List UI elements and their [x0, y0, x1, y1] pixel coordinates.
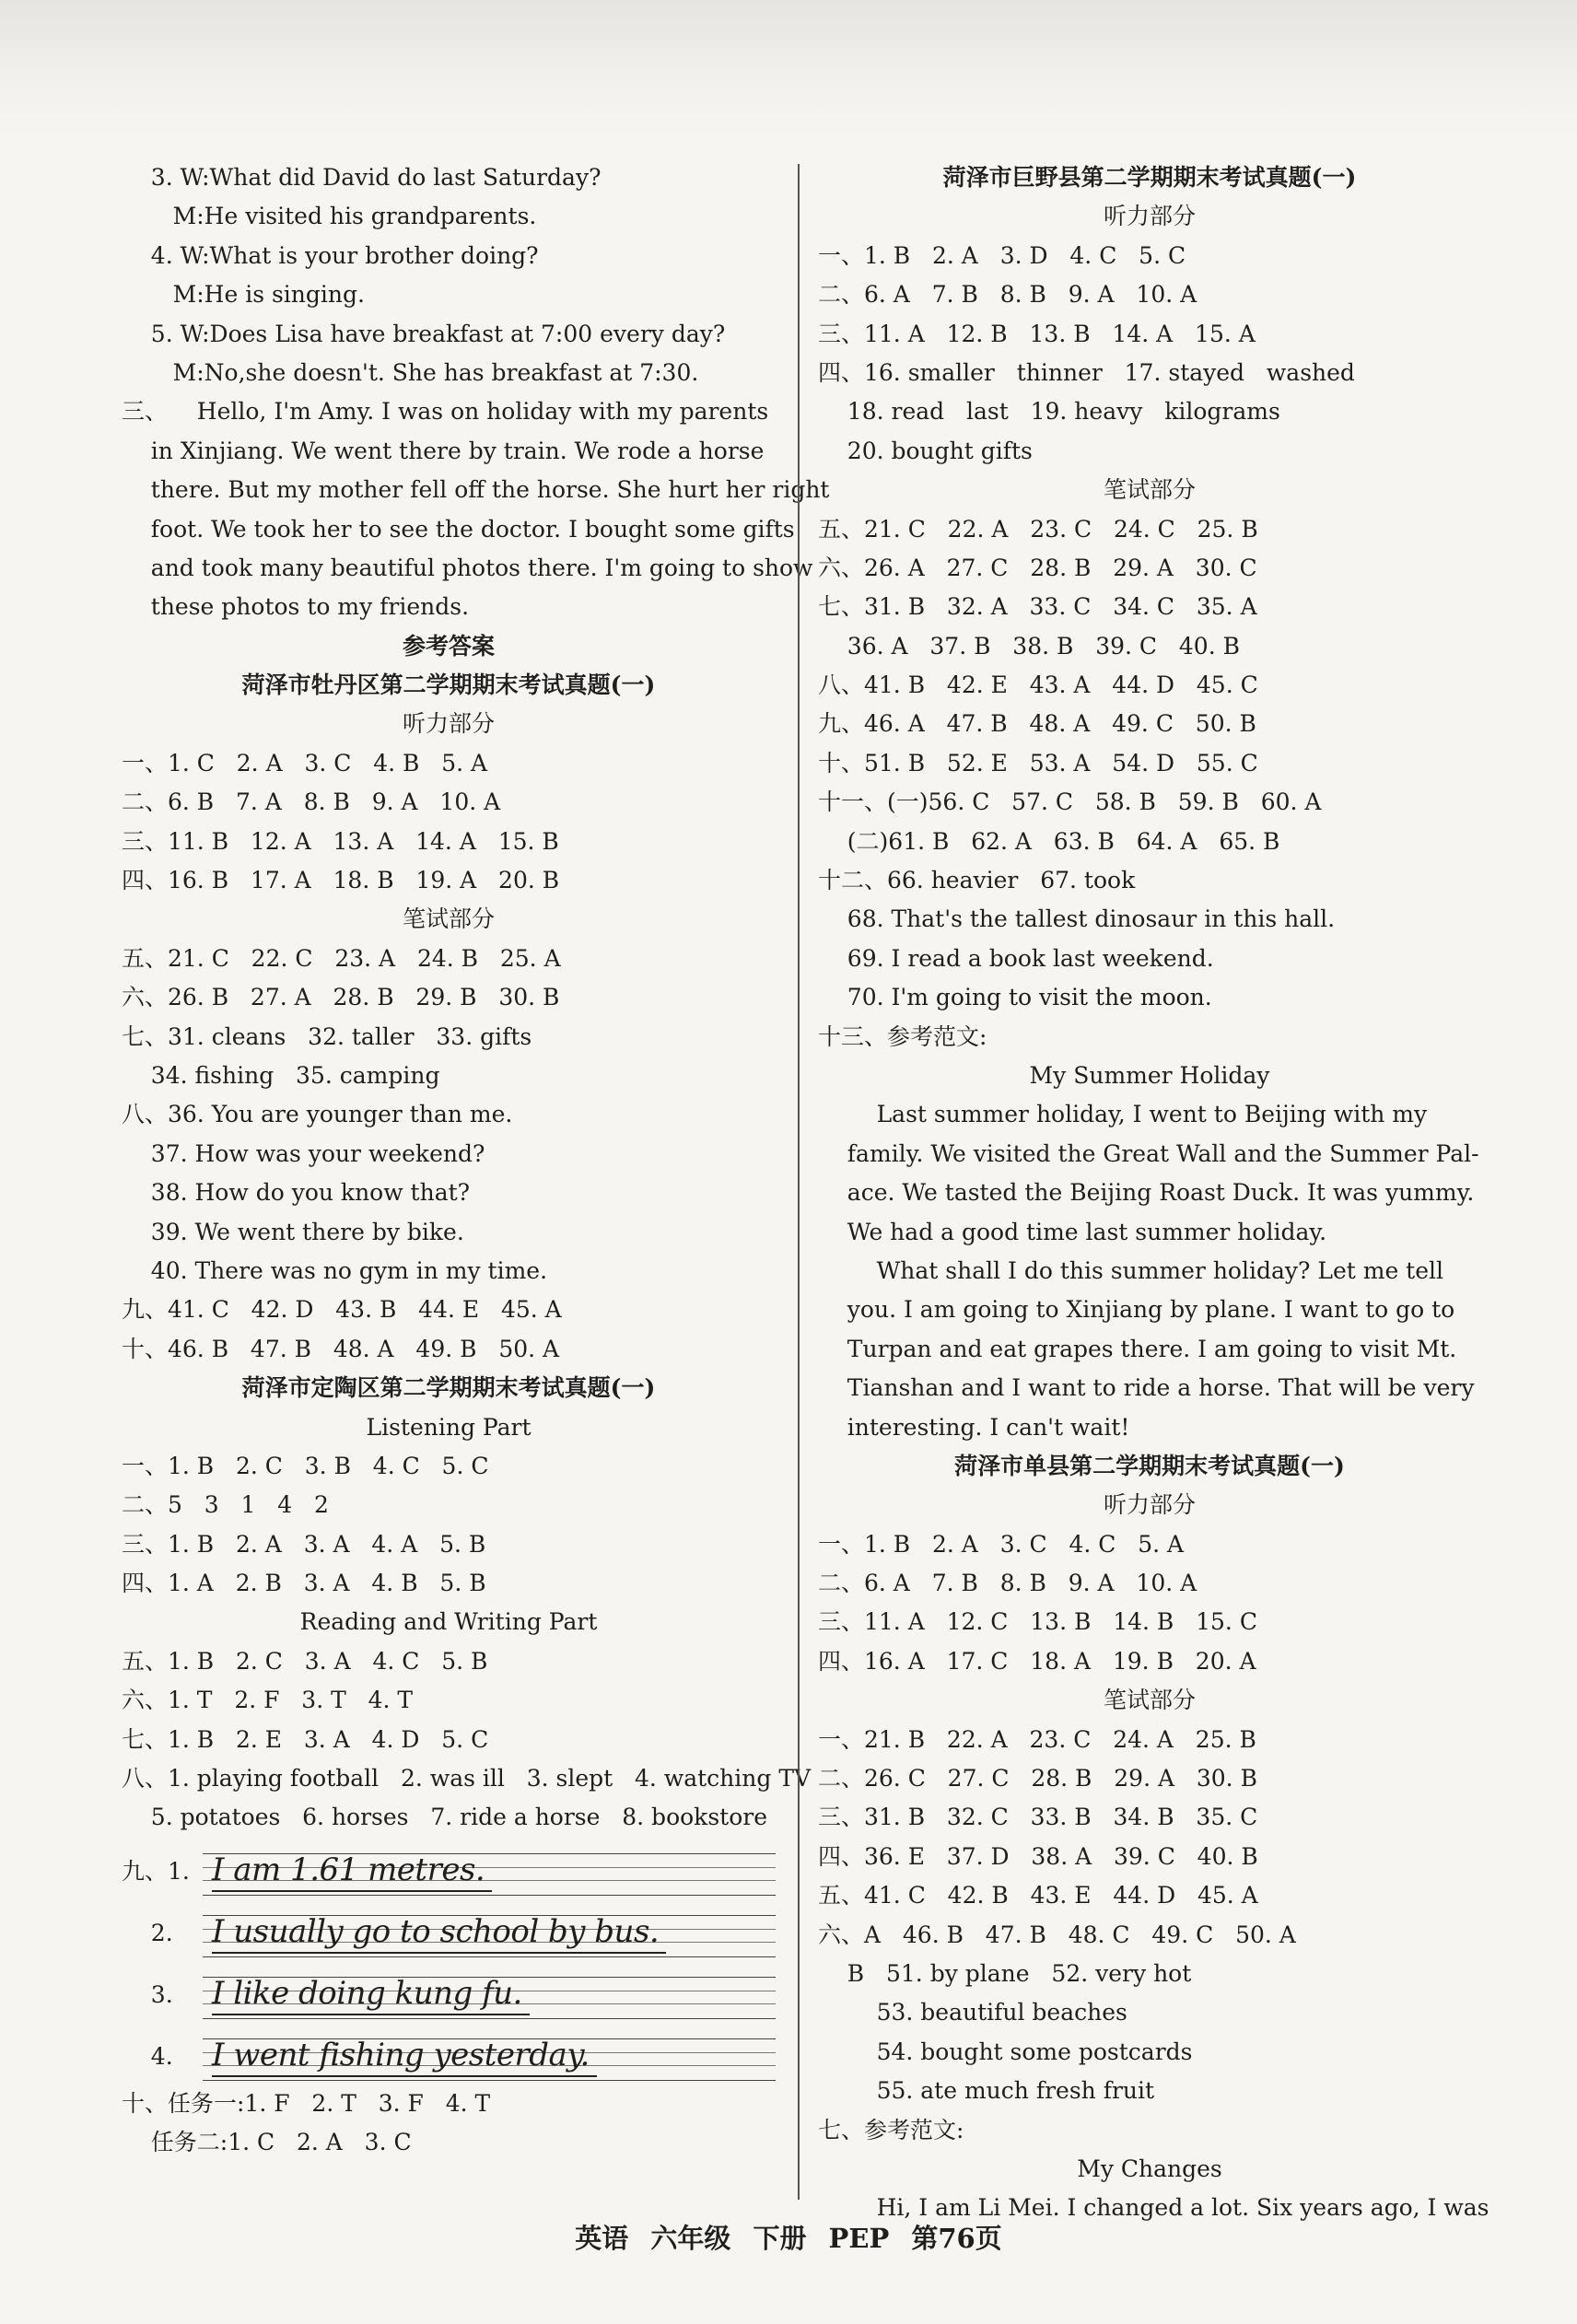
section-heading: 菏泽市单县第二学期期末考试真题(一) [954, 1452, 1345, 1479]
text-line: ace. We tasted the Beijing Roast Duck. It was yummy. [818, 1179, 1475, 1207]
text-line: 七、1. B 2. E 3. A 4. D 5. C [122, 1725, 489, 1753]
handwriting-answer-row [122, 1838, 776, 1899]
text-line: 三、31. B 32. C 33. B 34. B 35. C [818, 1804, 1258, 1831]
text-line: 任务二:1. C 2. A 3. C [122, 2129, 412, 2156]
text-line: you. I am going to Xinjiang by plane. I want to go to [818, 1296, 1455, 1324]
text-line: 五、1. B 2. C 3. A 4. C 5. B [122, 1647, 488, 1675]
text-line: 九、46. A 47. B 48. A 49. C 50. B [818, 710, 1256, 738]
text-line: What shall I do this summer holiday? Let me tell [818, 1256, 1444, 1284]
text-line: 三、11. B 12. A 13. A 14. A 15. B [122, 827, 559, 855]
left-column [122, 158, 830, 2163]
text-line: 三、1. B 2. A 3. A 4. A 5. B [122, 1530, 486, 1558]
text-line: 69. I read a book last weekend. [818, 944, 1214, 972]
text-line: 五、41. C 42. B 43. E 44. D 45. A [818, 1882, 1258, 1909]
text-line: 5. potatoes 6. horses 7. ride a horse 8. bookstore [122, 1804, 767, 1831]
text-line: 68. That's the tallest dinosaur in this hall. [818, 905, 1336, 933]
handwriting-answer-row [122, 1899, 776, 1961]
text-line: 18. read last 19. heavy kilograms [818, 398, 1280, 426]
text-line: (二)61. B 62. A 63. B 64. A 65. B [818, 827, 1280, 855]
text-line: 三、 Hello, I'm Amy. I was on holiday with my parents [122, 398, 769, 426]
text-line: M:No,she doesn't. She has breakfast at 7:30. [122, 358, 699, 386]
handwritten-answer: I am 1.61 metres. [212, 1851, 485, 1898]
text-line: 一、1. B 2. A 3. C 4. C 5. A [818, 1530, 1185, 1558]
text-line: 20. bought gifts [818, 437, 1033, 464]
text-line: 十一、(一)56. C 57. C 58. B 59. B 60. A [818, 788, 1322, 816]
handwritten-answer: I went fishing yesterday. [212, 2036, 590, 2084]
text-line: 二、6. A 7. B 8. B 9. A 10. A [818, 281, 1197, 309]
text-line: 七、31. B 32. A 33. C 34. C 35. A [818, 593, 1257, 621]
text-line: Hi, I am Li Mei. I changed a lot. Six years ago, I was [818, 2194, 1489, 2222]
section-heading: 菏泽市定陶区第二学期期末考试真题(一) [241, 1374, 656, 1402]
page-top-shadow [0, 0, 1577, 138]
text-line: We had a good time last summer holiday. [818, 1218, 1327, 1245]
text-line: 六、26. B 27. A 28. B 29. B 30. B [122, 984, 560, 1011]
text-line: 八、1. playing football 2. was ill 3. slept 4. watching TV [122, 1765, 812, 1793]
text-line: 一、1. C 2. A 3. C 4. B 5. A [122, 749, 488, 777]
handwritten-answer: I usually go to school by bus. [212, 1912, 659, 1960]
text-line: 四、16. A 17. C 18. A 19. B 20. A [818, 1647, 1256, 1675]
text-line: 55. ate much fresh fruit [818, 2077, 1155, 2105]
handwriting-answer-row [122, 1961, 776, 2023]
section-heading: 笔试部分 [402, 905, 495, 933]
text-line: 四、1. A 2. B 3. A 4. B 5. B [122, 1570, 486, 1597]
text-line: 一、21. B 22. A 23. C 24. A 25. B [818, 1725, 1256, 1753]
section-heading: 菏泽市巨野县第二学期期末考试真题(一) [942, 164, 1357, 191]
text-line: 八、36. You are younger than me. [122, 1101, 513, 1128]
text-line: Last summer holiday, I went to Beijing with my [818, 1101, 1428, 1128]
answer-number: 4. [122, 2043, 173, 2071]
text-line: 36. A 37. B 38. B 39. C 40. B [818, 632, 1240, 660]
text-line: 五、21. C 22. A 23. C 24. C 25. B [818, 515, 1258, 543]
text-line: foot. We took her to see the doctor. I bought some gifts [122, 515, 795, 543]
section-heading: 菏泽市牡丹区第二学期期末考试真题(一) [241, 672, 656, 699]
section-heading: 听力部分 [402, 710, 495, 738]
text-line: 十三、参考范文: [818, 1022, 987, 1050]
handwriting-answer-row [122, 2023, 776, 2085]
text-line: 六、1. T 2. F 3. T 4. T [122, 1687, 414, 1714]
text-line: and took many beautiful photos there. I'm going to show [122, 554, 813, 581]
text-line: 70. I'm going to visit the moon. [818, 984, 1212, 1011]
text-line: 5. W:Does Lisa have breakfast at 7:00 every day? [122, 320, 726, 347]
section-heading: 听力部分 [1103, 203, 1196, 230]
text-line: 三、11. A 12. C 13. B 14. B 15. C [818, 1608, 1257, 1636]
answer-number: 九、1. [122, 1858, 190, 1886]
text-line: 十、46. B 47. B 48. A 49. B 50. A [122, 1335, 560, 1362]
column-divider [798, 164, 800, 2200]
text-line: there. But my mother fell off the horse. She hurt her right [122, 476, 830, 504]
text-line: 37. How was your weekend? [122, 1139, 485, 1167]
text-line: 34. fishing 35. camping [122, 1061, 440, 1089]
section-heading: 参考答案 [402, 632, 495, 660]
text-line: 一、1. B 2. A 3. D 4. C 5. C [818, 241, 1186, 269]
text-line: 四、36. E 37. D 38. A 39. C 40. B [818, 1842, 1258, 1870]
text-line: 四、16. B 17. A 18. B 19. A 20. B [122, 867, 560, 894]
text-line: 七、参考范文: [818, 2116, 964, 2143]
text-line: 八、41. B 42. E 43. A 44. D 45. C [818, 672, 1258, 699]
text-line: 十、任务一:1. F 2. T 3. F 4. T [122, 2089, 491, 2117]
text-line: 二、6. B 7. A 8. B 9. A 10. A [122, 788, 501, 816]
section-heading: My Changes [1077, 2155, 1222, 2182]
section-heading: 听力部分 [1103, 1491, 1196, 1519]
text-line: Turpan and eat grapes there. I am going to visit Mt. [818, 1335, 1457, 1362]
text-line: 一、1. B 2. C 3. B 4. C 5. C [122, 1452, 489, 1479]
text-line: 三、11. A 12. B 13. B 14. A 15. A [818, 320, 1256, 347]
text-line: family. We visited the Great Wall and the Summer Pal- [818, 1139, 1479, 1167]
text-line: 六、26. A 27. C 28. B 29. A 30. C [818, 554, 1257, 581]
text-line: 40. There was no gym in my time. [122, 1256, 548, 1284]
right-column [818, 158, 1489, 2228]
text-line: these photos to my friends. [122, 593, 470, 621]
text-line: M:He visited his grandparents. [122, 203, 537, 230]
text-line: 54. bought some postcards [818, 2038, 1193, 2065]
text-line: 四、16. smaller thinner 17. stayed washed [818, 358, 1355, 386]
answer-number: 3. [122, 1981, 173, 2009]
page-footer: 英语 六年级 下册 PEP 第76页 [575, 2223, 1002, 2254]
section-heading: 笔试部分 [1103, 476, 1196, 504]
text-line: 二、26. C 27. C 28. B 29. A 30. B [818, 1765, 1257, 1793]
text-line: B 51. by plane 52. very hot [818, 1959, 1192, 1987]
text-line: Tianshan and I want to ride a horse. That will be very [818, 1374, 1475, 1402]
handwritten-answer: I like doing kung fu. [212, 1974, 522, 2022]
text-line: 六、A 46. B 47. B 48. C 49. C 50. A [818, 1921, 1296, 1948]
text-line: 4. W:What is your brother doing? [122, 241, 539, 269]
text-line: 五、21. C 22. C 23. A 24. B 25. A [122, 944, 561, 972]
text-line: M:He is singing. [122, 281, 365, 309]
text-line: 3. W:What did David do last Saturday? [122, 164, 602, 191]
text-line: 38. How do you know that? [122, 1179, 471, 1207]
text-line: interesting. I can't wait! [818, 1413, 1130, 1441]
text-line: in Xinjiang. We went there by train. We rode a horse [122, 437, 765, 464]
section-heading: Listening Part [366, 1413, 532, 1441]
text-line: 十二、66. heavier 67. took [818, 867, 1136, 894]
section-heading: 笔试部分 [1103, 1687, 1196, 1714]
text-line: 39. We went there by bike. [122, 1218, 464, 1245]
text-line: 十、51. B 52. E 53. A 54. D 55. C [818, 749, 1258, 777]
text-line: 二、5 3 1 4 2 [122, 1491, 329, 1519]
text-line: 53. beautiful beaches [818, 1999, 1127, 2026]
section-heading: Reading and Writing Part [299, 1608, 598, 1636]
text-line: 九、41. C 42. D 43. B 44. E 45. A [122, 1296, 562, 1324]
text-line: 七、31. cleans 32. taller 33. gifts [122, 1022, 532, 1050]
text-line: 二、6. A 7. B 8. B 9. A 10. A [818, 1570, 1197, 1597]
answer-number: 2. [122, 1920, 173, 1947]
section-heading: My Summer Holiday [1029, 1061, 1270, 1089]
